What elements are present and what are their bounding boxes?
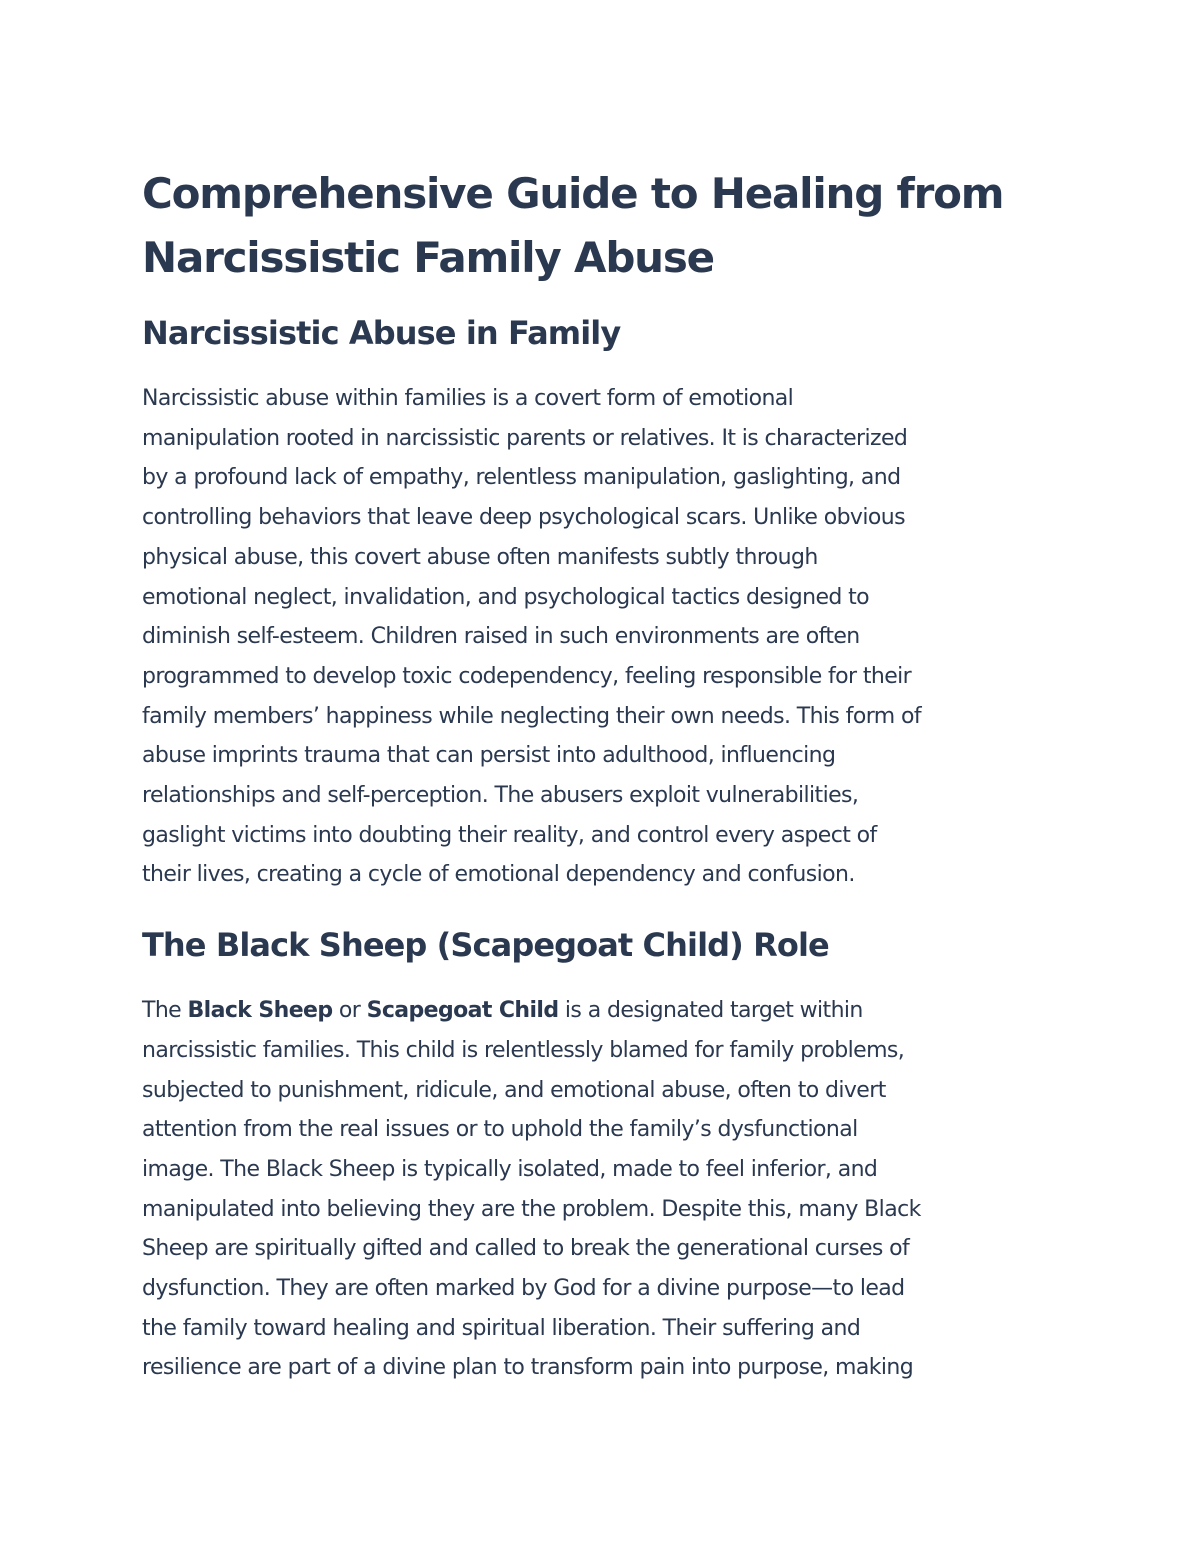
paragraph-line: physical abuse, this covert abuse often manifests subtly through bbox=[142, 544, 818, 570]
paragraph-line: relationships and self-perception. The abusers exploit vulnerabilities, bbox=[142, 783, 859, 809]
bold-term-black-sheep: Black Sheep bbox=[187, 998, 333, 1024]
paragraph-line: family members’ happiness while neglecting their own needs. This form of bbox=[142, 703, 921, 729]
paragraph-line: manipulated into believing they are the problem. Despite this, many Black bbox=[142, 1196, 921, 1222]
paragraph-text: is a designated target within bbox=[558, 998, 863, 1024]
section-paragraph-black-sheep bbox=[142, 991, 1062, 1388]
section-heading-narcissistic-abuse: Narcissistic Abuse in Family bbox=[142, 314, 621, 352]
section-paragraph-narcissistic-abuse bbox=[142, 379, 1062, 895]
paragraph-line: their lives, creating a cycle of emotional dependency and confusion. bbox=[142, 862, 855, 888]
paragraph-line: dysfunction. They are often marked by God for a divine purpose—to lead bbox=[142, 1276, 905, 1302]
paragraph-line: attention from the real issues or to uphold the family’s dysfunctional bbox=[142, 1117, 858, 1143]
title-line: Comprehensive Guide to Healing from bbox=[142, 169, 1004, 218]
paragraph-line: subjected to punishment, ridicule, and emotional abuse, often to divert bbox=[142, 1077, 886, 1103]
paragraph-text: The bbox=[142, 998, 188, 1024]
title-line: Narcissistic Family Abuse bbox=[142, 233, 714, 282]
paragraph-line: programmed to develop toxic codependency, feeling responsible for their bbox=[142, 663, 912, 689]
document-page bbox=[142, 162, 1062, 1388]
paragraph-line: the family toward healing and spiritual liberation. Their suffering and bbox=[142, 1315, 861, 1341]
paragraph-line bbox=[142, 991, 1062, 1031]
paragraph-line: resilience are part of a divine plan to transform pain into purpose, making bbox=[142, 1355, 914, 1381]
paragraph-line: narcissistic families. This child is relentlessly blamed for family problems, bbox=[142, 1037, 905, 1063]
bold-term-scapegoat-child: Scapegoat Child bbox=[366, 998, 559, 1024]
paragraph-line: manipulation rooted in narcissistic parents or relatives. It is characterized bbox=[142, 425, 908, 451]
paragraph-text: or bbox=[332, 998, 367, 1024]
section-heading-black-sheep: The Black Sheep (Scapegoat Child) Role bbox=[142, 926, 829, 965]
paragraph-line: controlling behaviors that leave deep psychological scars. Unlike obvious bbox=[142, 505, 905, 531]
document-title bbox=[142, 162, 1062, 290]
paragraph-line: Sheep are spiritually gifted and called to break the generational curses of bbox=[142, 1236, 910, 1262]
paragraph-line: abuse imprints trauma that can persist into adulthood, influencing bbox=[142, 743, 836, 769]
paragraph-line: diminish self-esteem. Children raised in such environments are often bbox=[142, 624, 860, 650]
paragraph-line: Narcissistic abuse within families is a covert form of emotional bbox=[142, 386, 794, 411]
paragraph-line: gaslight victims into doubting their reality, and control every aspect of bbox=[142, 822, 877, 848]
paragraph-line: emotional neglect, invalidation, and psychological tactics designed to bbox=[142, 584, 870, 610]
paragraph-line: by a profound lack of empathy, relentless manipulation, gaslighting, and bbox=[142, 465, 901, 491]
paragraph-line: image. The Black Sheep is typically isolated, made to feel inferior, and bbox=[142, 1156, 878, 1182]
